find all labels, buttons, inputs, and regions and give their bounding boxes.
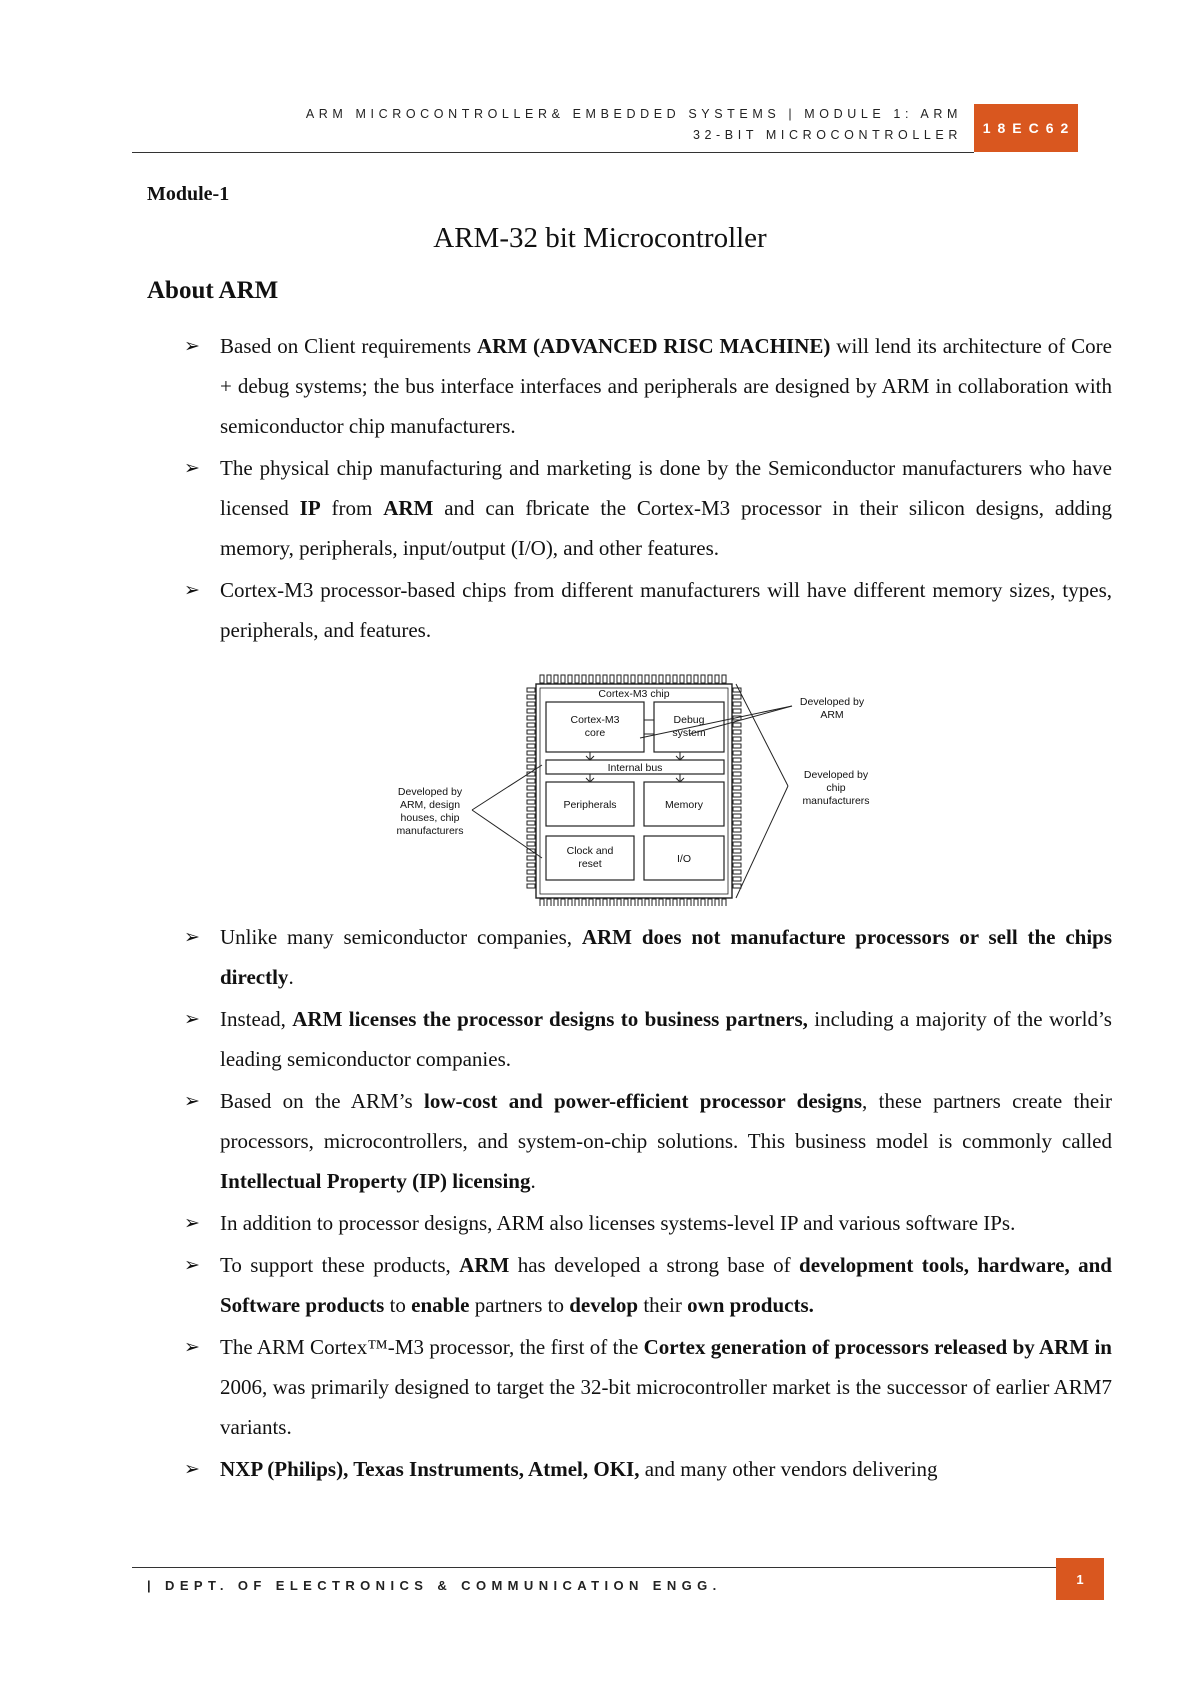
- chip-pin: [638, 899, 642, 906]
- chip-pin: [527, 786, 535, 790]
- chip-pin: [527, 737, 535, 741]
- bullet-item: [184, 326, 1112, 446]
- bullet-bold-text: develop: [569, 1293, 639, 1317]
- bullet-arrow-icon: ➢: [184, 579, 200, 601]
- cortex-m3-chip-diagram: [390, 672, 920, 906]
- chip-pin: [617, 675, 621, 683]
- bullet-bold-text: ARM: [459, 1253, 510, 1277]
- chip-pin: [527, 842, 535, 846]
- chip-pin: [527, 730, 535, 734]
- bullet-text: and can fbricate the Cortex-M3 processor in their silicon designs, adding memory, peripherals, input/output (I/O), and other features.: [220, 496, 1112, 560]
- chip-pin: [527, 807, 535, 811]
- bullet-text: their: [638, 1293, 688, 1317]
- bullet-bold-text: low-cost and power-efficient processor designs: [423, 1089, 863, 1113]
- chip-pin: [722, 899, 726, 906]
- chip-pin: [708, 899, 712, 906]
- bullet-text: partners to: [469, 1293, 570, 1317]
- clock-label-1: Clock and: [566, 845, 614, 857]
- bullet-text: In addition to processor designs, ARM also licenses systems-level IP and various software IPs.: [220, 1211, 1016, 1235]
- chip-pin: [733, 814, 741, 818]
- chip-pin: [666, 675, 670, 683]
- core-label-1: Cortex-M3: [570, 714, 620, 726]
- chip-pin: [733, 863, 741, 867]
- bullet-text: Based on Client requirements: [220, 334, 477, 358]
- chip-pin: [733, 709, 741, 713]
- bullet-arrow-icon: ➢: [184, 1008, 200, 1030]
- bullet-arrow-icon: ➢: [184, 1336, 200, 1358]
- chip-pin: [617, 899, 621, 906]
- chip-pin: [568, 899, 572, 906]
- chip-pin: [527, 863, 535, 867]
- chip-pin: [589, 675, 593, 683]
- chip-pin: [610, 675, 614, 683]
- chip-pin: [527, 744, 535, 748]
- memory-label: Memory: [665, 799, 703, 811]
- chip-pin: [733, 772, 741, 776]
- module-label: Module-1: [147, 183, 230, 205]
- bullet-item: [184, 448, 1112, 568]
- bullet-text: To support these products,: [220, 1253, 460, 1277]
- bullet-bold-text: NXP (Philips), Texas Instruments, Atmel, OKI,: [220, 1457, 640, 1481]
- bullet-text: Cortex-M3 processor-based chips from different manufacturers will have different memory sizes, types, peripherals, and features.: [220, 578, 1112, 642]
- course-code-badge: 18EC62: [974, 104, 1078, 152]
- chip-pin: [701, 675, 705, 683]
- bullet-arrow-icon: ➢: [184, 1254, 200, 1276]
- bullet-text: to: [384, 1293, 412, 1317]
- chip-pin: [540, 899, 544, 906]
- chip-pin: [624, 899, 628, 906]
- bullet-bold-text: IP: [299, 496, 321, 520]
- page-header-title: [132, 104, 962, 146]
- chip-pin: [547, 899, 551, 906]
- bullet-text: The physical chip manufacturing and marketing is done by the Semiconductor manufacturers who have licensed: [220, 456, 1112, 520]
- header-line-2: 32-BIT MICROCONTROLLER: [692, 128, 962, 142]
- page-number-badge: 1: [1056, 1558, 1104, 1600]
- chip-pin: [582, 675, 586, 683]
- chip-pin: [715, 675, 719, 683]
- chip-pin: [733, 828, 741, 832]
- chip-pin: [527, 877, 535, 881]
- chip-pin: [652, 899, 656, 906]
- chip-pin: [680, 899, 684, 906]
- chip-pin: [733, 856, 741, 860]
- bullet-text: Instead,: [220, 1007, 293, 1031]
- chip-pin: [733, 807, 741, 811]
- bullet-arrow-icon: ➢: [184, 1458, 200, 1480]
- chip-pin: [527, 870, 535, 874]
- bullet-item: [184, 999, 1112, 1079]
- chip-pin: [527, 695, 535, 699]
- footer-department: | DEPT. OF ELECTRONICS & COMMUNICATION ENGG.: [147, 1578, 722, 1593]
- chip-pin: [733, 793, 741, 797]
- bullet-bold-text: enable: [411, 1293, 470, 1317]
- footer-divider: [132, 1567, 1056, 1568]
- chip-pin: [527, 765, 535, 769]
- chip-pin: [673, 899, 677, 906]
- chip-pin: [527, 688, 535, 692]
- bullet-item: [184, 570, 1112, 650]
- bullet-arrow-icon: ➢: [184, 335, 200, 357]
- bullet-list-top: [184, 326, 1112, 650]
- chip-pin: [589, 899, 593, 906]
- chip-pin: [527, 702, 535, 706]
- left-note-3: houses, chip: [400, 812, 460, 824]
- chip-pin: [603, 675, 607, 683]
- chip-pin: [527, 884, 535, 888]
- chip-pin: [708, 675, 712, 683]
- chip-pin: [733, 765, 741, 769]
- bullet-item: [184, 1327, 1112, 1447]
- header-divider: [132, 152, 974, 153]
- chip-pin: [568, 675, 572, 683]
- chip-pin: [715, 899, 719, 906]
- chip-pin: [631, 675, 635, 683]
- chip-pin: [733, 842, 741, 846]
- chip-pin: [582, 899, 586, 906]
- chip-pin: [624, 675, 628, 683]
- chip-pin: [631, 899, 635, 906]
- chip-pin: [575, 675, 579, 683]
- chip-pin: [527, 856, 535, 860]
- bullet-bold-text: ARM does not manufacture processors or sell the chips directly: [220, 925, 1113, 989]
- clock-label-2: reset: [578, 858, 602, 870]
- bullet-text: , these partners create their processors, microcontrollers, and system-on-chip solutions. This business model is commonly called: [220, 1089, 1112, 1153]
- bullet-item: [184, 917, 1112, 997]
- bullet-arrow-icon: ➢: [184, 457, 200, 479]
- chip-title: Cortex-M3 chip: [598, 688, 670, 700]
- chip-pin: [733, 821, 741, 825]
- bullet-bold-text: Intellectual Property (IP) licensing: [220, 1169, 531, 1193]
- chip-pin: [733, 723, 741, 727]
- chip-pin: [554, 675, 558, 683]
- bullet-bold-text: ARM licenses the processor designs to business partners,: [292, 1007, 808, 1031]
- left-note-2: ARM, design: [399, 799, 461, 811]
- chip-pin: [733, 884, 741, 888]
- bullet-text: 2006, was primarily designed to target the 32-bit microcontroller market is the successor of earlier ARM7 variants.: [220, 1375, 1112, 1439]
- bullet-text: has developed a strong base of: [509, 1253, 800, 1277]
- debug-label-1: Debug: [673, 714, 705, 726]
- chip-pin: [527, 751, 535, 755]
- right-note-2: chip: [826, 782, 846, 794]
- chip-pin: [733, 751, 741, 755]
- header-line-1: ARM MICROCONTROLLER& EMBEDDED SYSTEMS | MODULE 1: ARM: [305, 107, 962, 121]
- chip-pin: [733, 800, 741, 804]
- chip-pin: [680, 675, 684, 683]
- chip-pin: [527, 716, 535, 720]
- chip-pin: [527, 821, 535, 825]
- chip-pin: [527, 723, 535, 727]
- bullet-arrow-icon: ➢: [184, 926, 200, 948]
- chip-pin: [645, 675, 649, 683]
- chip-pin: [666, 899, 670, 906]
- right-note-3: manufacturers: [802, 795, 870, 807]
- chip-pin: [596, 675, 600, 683]
- bullet-bold-text: Cortex generation of processors released by ARM in: [643, 1335, 1112, 1359]
- bullet-text: .: [530, 1169, 536, 1193]
- chip-pin: [610, 899, 614, 906]
- bullet-text: will lend its architecture of Core + debug systems; the bus interface interfaces and peripherals are designed by ARM in collaboration with semiconductor chip manufacturers.: [220, 334, 1112, 438]
- bullet-list-bottom: [184, 917, 1112, 1489]
- top-right-note-2: ARM: [820, 709, 844, 721]
- bullet-arrow-icon: ➢: [184, 1090, 200, 1112]
- bullet-arrow-icon: ➢: [184, 1212, 200, 1234]
- chip-pin: [540, 675, 544, 683]
- chip-pin: [561, 899, 565, 906]
- bullet-text: and many other vendors delivering: [639, 1457, 938, 1481]
- chip-pin: [694, 675, 698, 683]
- chip-pin: [733, 758, 741, 762]
- bullet-text: The ARM Cortex™-M3 processor, the first of the: [220, 1335, 644, 1359]
- chip-pin: [733, 786, 741, 790]
- chip-pin: [527, 709, 535, 713]
- chip-pin: [659, 675, 663, 683]
- peripherals-label: Peripherals: [563, 799, 617, 811]
- chip-pin: [733, 835, 741, 839]
- bullet-text: from: [320, 496, 384, 520]
- chip-pin: [554, 899, 558, 906]
- section-heading: About ARM: [147, 277, 279, 304]
- bullet-item: [184, 1449, 1112, 1489]
- chip-pin: [687, 675, 691, 683]
- debug-label-2: system: [672, 727, 706, 739]
- chip-pin: [733, 744, 741, 748]
- page-title: ARM-32 bit Microcontroller: [433, 222, 767, 254]
- chip-pin: [733, 730, 741, 734]
- bullet-item: [184, 1081, 1112, 1201]
- chip-pin: [596, 899, 600, 906]
- chip-pin: [733, 779, 741, 783]
- bullet-bold-text: ARM: [383, 496, 434, 520]
- left-note-4: manufacturers: [396, 825, 464, 837]
- chip-pin: [733, 702, 741, 706]
- core-label-2: core: [584, 727, 606, 739]
- bullet-bold-text: development tools, hardware, and Software products: [220, 1253, 1112, 1317]
- chip-pin: [527, 814, 535, 818]
- chip-pin: [527, 800, 535, 804]
- chip-pin: [687, 899, 691, 906]
- chip-pin: [603, 899, 607, 906]
- bullet-bold-text: ARM (ADVANCED RISC MACHINE): [476, 334, 831, 358]
- chip-pin: [645, 899, 649, 906]
- chip-pin: [659, 899, 663, 906]
- chip-pin: [527, 793, 535, 797]
- chip-pin: [527, 835, 535, 839]
- chip-pin: [638, 675, 642, 683]
- bullet-text: including a majority of the world’s leading semiconductor companies.: [220, 1007, 1112, 1071]
- chip-pin: [701, 899, 705, 906]
- bullet-item: [184, 1203, 1112, 1243]
- bullet-item: [184, 1245, 1112, 1325]
- chip-pin: [547, 675, 551, 683]
- chip-pin: [694, 899, 698, 906]
- right-note-1: Developed by: [803, 769, 869, 781]
- chip-pin: [575, 899, 579, 906]
- internal-bus-label: Internal bus: [607, 762, 663, 774]
- chip-pin: [733, 737, 741, 741]
- chip-pin: [652, 675, 656, 683]
- chip-pin: [733, 849, 741, 853]
- bullet-text: Based on the ARM’s: [220, 1089, 424, 1113]
- top-right-note-1: Developed by: [799, 696, 865, 708]
- chip-pin: [733, 877, 741, 881]
- chip-pin: [527, 758, 535, 762]
- bullet-text: Unlike many semiconductor companies,: [220, 925, 582, 949]
- chip-pin: [733, 870, 741, 874]
- chip-pin: [733, 695, 741, 699]
- chip-pin: [673, 675, 677, 683]
- bullet-text: .: [288, 965, 294, 989]
- chip-pin: [561, 675, 565, 683]
- chip-pin: [722, 675, 726, 683]
- chip-pin: [527, 828, 535, 832]
- left-note-1: Developed by: [397, 786, 463, 798]
- bullet-bold-text: own products.: [687, 1293, 814, 1317]
- chip-pin: [527, 779, 535, 783]
- io-label: I/O: [676, 853, 692, 865]
